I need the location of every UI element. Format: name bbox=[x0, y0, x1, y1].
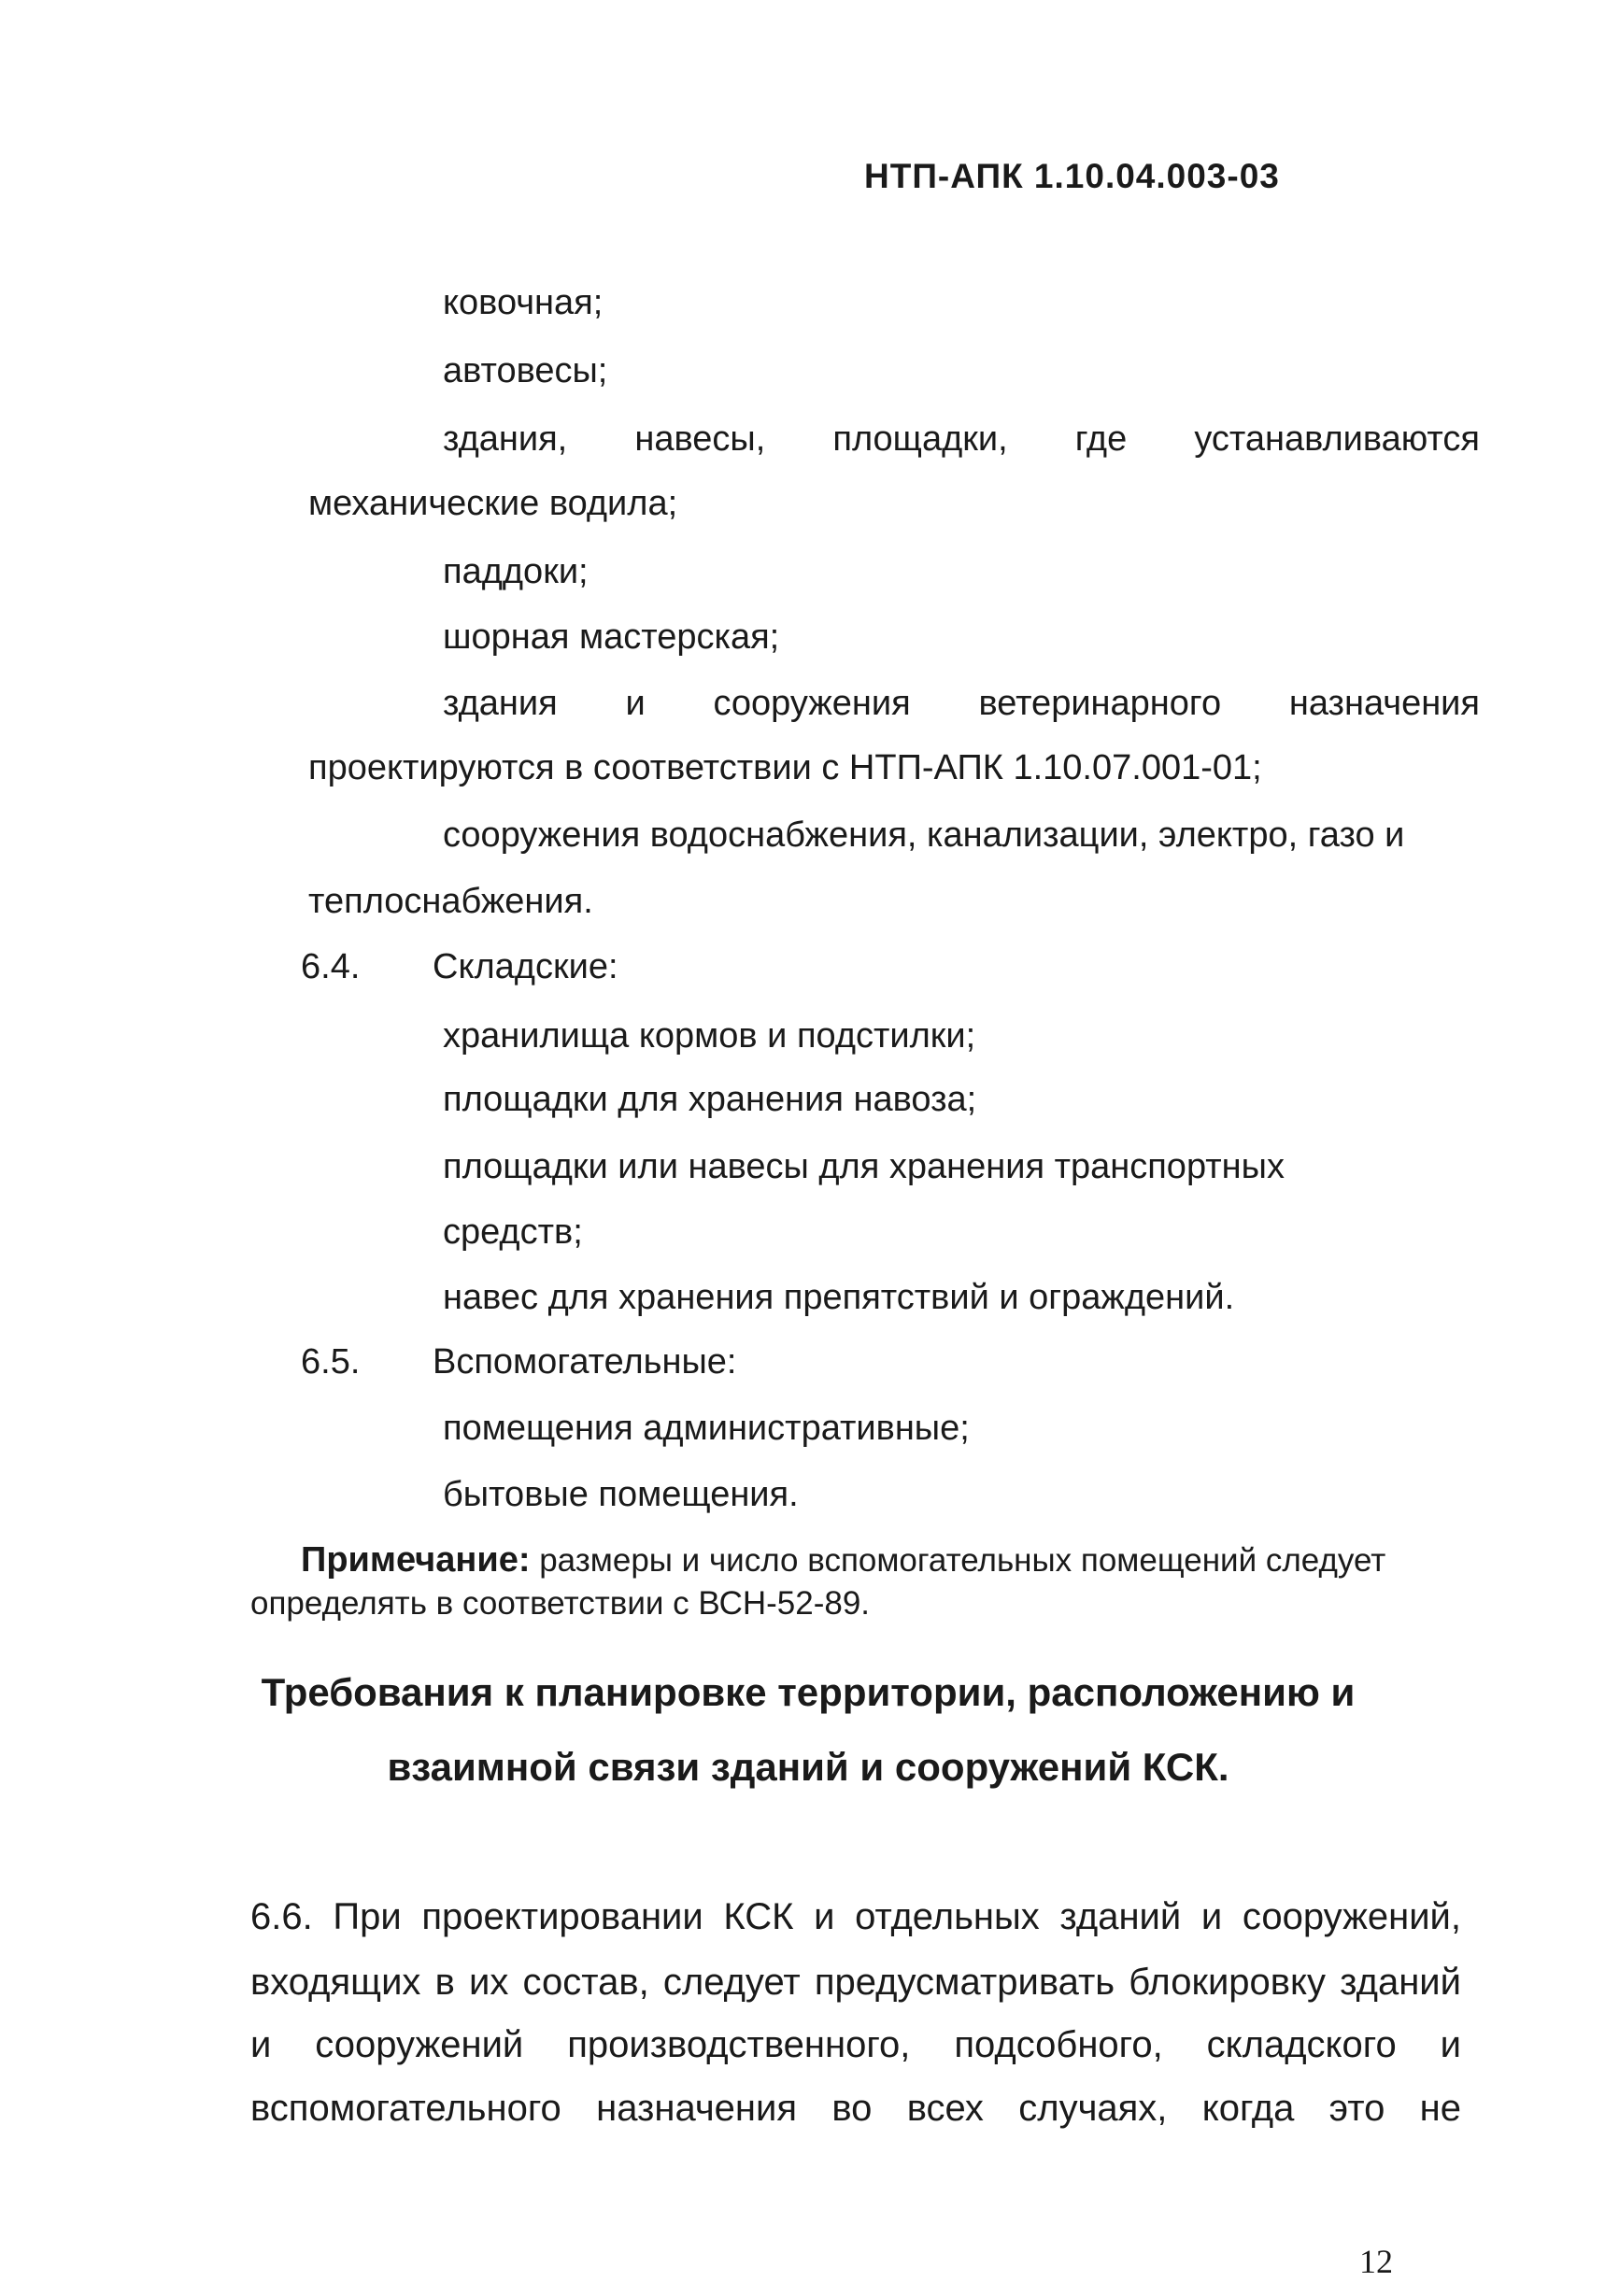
page-number: 12 bbox=[1359, 2243, 1393, 2280]
list-item-continuation: средств; bbox=[443, 1212, 583, 1252]
section-title: Складские: bbox=[433, 947, 618, 986]
paragraph-line: и сооружений производственного, подсобного, складского и bbox=[250, 2024, 1461, 2065]
section-number: 6.5. bbox=[301, 1342, 361, 1382]
section-heading: взаимной связи зданий и сооружений КСК. bbox=[387, 1745, 1229, 1789]
list-item: шорная мастерская; bbox=[443, 617, 780, 657]
list-item: ковочная; bbox=[443, 283, 604, 322]
section-title: Вспомогательные: bbox=[433, 1342, 737, 1382]
list-item: площадки или навесы для хранения транспортных bbox=[443, 1147, 1285, 1186]
list-item: здания, навесы, площадки, где устанавливаются bbox=[443, 419, 1480, 459]
note-line bbox=[301, 1539, 1385, 1581]
list-item: здания и сооружения ветеринарного назначения bbox=[443, 684, 1480, 723]
list-item: хранилища кормов и подстилки; bbox=[443, 1016, 976, 1056]
section-heading: Требования к планировке территории, расположению и bbox=[261, 1670, 1356, 1714]
paragraph-line: 6.6. При проектировании КСК и отдельных зданий и сооружений, bbox=[250, 1896, 1461, 1937]
list-item-continuation: механические водила; bbox=[308, 484, 678, 523]
list-item: помещения административные; bbox=[443, 1409, 970, 1448]
list-item: площадки для хранения навоза; bbox=[443, 1080, 977, 1119]
list-item: паддоки; bbox=[443, 552, 589, 591]
paragraph-line: вспомогательного назначения во всех случаях, когда это не bbox=[250, 2088, 1461, 2129]
document-code-header: НТП-АПК 1.10.04.003-03 bbox=[864, 157, 1280, 195]
list-item-continuation: проектируются в соответствии с НТП-АПК 1.10.07.001-01; bbox=[308, 748, 1262, 787]
list-item-continuation: теплоснабжения. bbox=[308, 882, 593, 921]
paragraph-line: входящих в их состав, следует предусматривать блокировку зданий bbox=[250, 1962, 1461, 2003]
list-item: автовесы; bbox=[443, 351, 608, 390]
list-item: навес для хранения препятствий и ограждений. bbox=[443, 1278, 1235, 1317]
note-text: размеры и число вспомогательных помещений следует bbox=[539, 1542, 1386, 1579]
list-item: бытовые помещения. bbox=[443, 1475, 799, 1514]
list-item: сооружения водоснабжения, канализации, электро, газо и bbox=[443, 815, 1405, 855]
section-number: 6.4. bbox=[301, 947, 361, 986]
note-label: Примечание: bbox=[301, 1540, 531, 1580]
note-line: определять в соответствии с ВСН-52-89. bbox=[250, 1585, 871, 1622]
